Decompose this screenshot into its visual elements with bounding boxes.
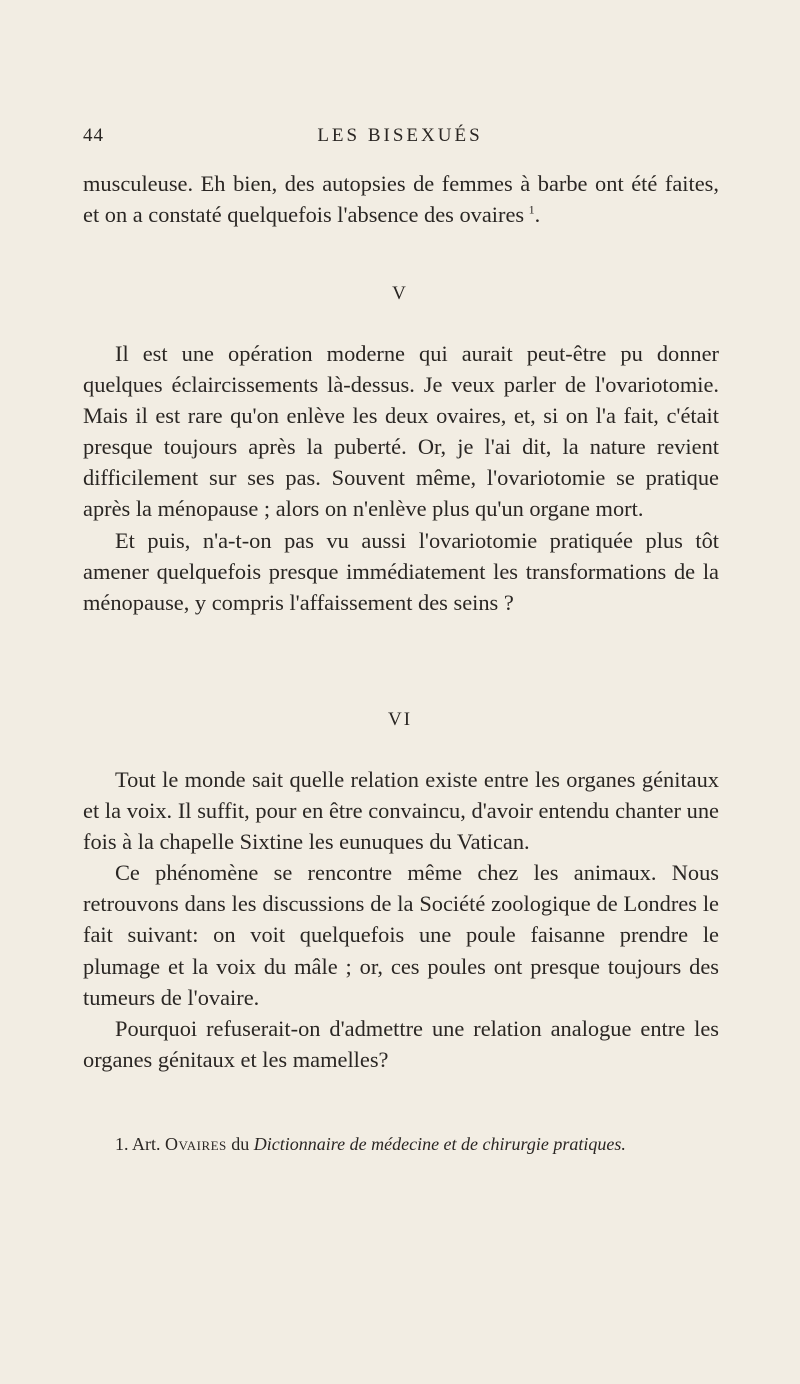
paragraph: Pourquoi refuserait-on d'admettre une relation analogue entre les organes génitaux et les mamelles? bbox=[83, 1015, 719, 1072]
paragraph bbox=[83, 168, 719, 230]
paragraph: Tout le monde sait quelle relation existe entre les organes génitaux et la voix. Il suffit, pour en être convaincu, d'avoir entendu chanter une fois à la chapelle Sixtine les eunuques du Vatican. bbox=[83, 767, 719, 855]
footnote-article: Ovaires bbox=[165, 1134, 227, 1154]
continued-paragraph bbox=[83, 168, 719, 230]
paragraph: Ce phénomène se rencontre même chez les animaux. Nous retrouvons dans les discussions de la Société zoologique de Londres le fait suivant: on voit quelquefois une poule faisanne prendre le plumage et la voix du mâle ; or, ces poules ont presque toujours des tumeurs de l'ovaire. bbox=[83, 860, 719, 1010]
paragraph: Il est une opération moderne qui aurait peut-être pu donner quelques éclaircissements là-dessus. Je veux parler de l'ovariotomie. Mais il est rare qu'on enlève les deux ovaires, et, si on l'a fait, c'était presque toujours après la puberté. Or, je l'ai dit, la nature revient difficilement sur ses pas. Souvent même, l'ovariotomie se pratique après la ménopause ; alors on n'enlève plus qu'un organe mort. bbox=[83, 341, 719, 522]
page-number: 44 bbox=[83, 125, 104, 146]
footnote-source-title: Dictionnaire de médecine et de chirurgie pratiques. bbox=[253, 1134, 626, 1154]
section-heading-vi: VI bbox=[387, 709, 413, 730]
footnote bbox=[83, 1132, 719, 1157]
paragraph-text: musculeuse. Eh bien, des autopsies de femmes à barbe ont été faites, et on a constaté quelquefois l'absence des ovaires bbox=[83, 171, 719, 228]
paragraph-end: . bbox=[534, 202, 541, 228]
footnote-marker: 1. bbox=[115, 1134, 129, 1154]
paragraph: Et puis, n'a-t-on pas vu aussi l'ovariotomie pratiquée plus tôt amener quelquefois presque immédiatement les transformations de la ménopause, y compris l'affaissement des seins ? bbox=[83, 527, 719, 615]
footnote-connector: du bbox=[231, 1134, 250, 1154]
running-head bbox=[0, 125, 800, 155]
section-heading-v: V bbox=[392, 283, 408, 304]
section-v-text bbox=[83, 338, 719, 618]
footnote-prefix: Art. bbox=[132, 1134, 161, 1154]
running-title: LES BISEXUÉS bbox=[317, 125, 483, 146]
footnote-reference: 1 bbox=[528, 202, 535, 217]
section-vi-text bbox=[83, 764, 719, 1075]
